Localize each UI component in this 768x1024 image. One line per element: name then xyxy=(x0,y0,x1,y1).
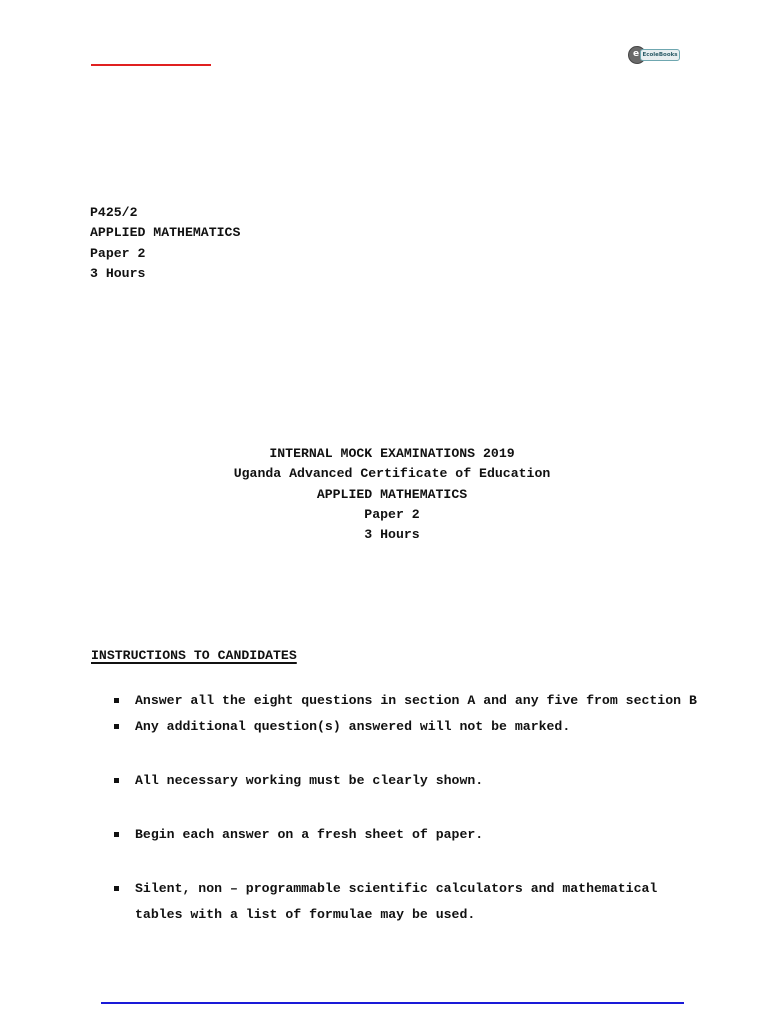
exam-duration: 3 Hours xyxy=(90,265,146,281)
bullet-icon xyxy=(114,886,119,891)
exam-title: INTERNAL MOCK EXAMINATIONS 2019 xyxy=(269,446,515,461)
certificate-name: Uganda Advanced Certificate of Education xyxy=(233,466,551,482)
bottom-blue-rule xyxy=(101,1002,684,1004)
top-red-rule xyxy=(91,64,211,66)
exam-header xyxy=(90,203,240,284)
ecolebooks-logo-icon: e EcoleBooks xyxy=(628,46,680,64)
bullet-icon xyxy=(114,724,119,729)
bullet-icon xyxy=(114,698,119,703)
paper-number: Paper 2 xyxy=(90,245,146,261)
bullet-icon xyxy=(114,832,119,837)
instructions-heading: INSTRUCTIONS TO CANDIDATES xyxy=(91,648,297,663)
title-subject: APPLIED MATHEMATICS xyxy=(316,486,468,502)
list-item: Any additional question(s) answered will not be marked. xyxy=(110,714,710,740)
instructions-list xyxy=(110,688,710,928)
list-item: All necessary working must be clearly shown. xyxy=(110,768,710,794)
paper-code: P425/2 xyxy=(90,205,138,220)
list-item: Answer all the eight questions in section A and any five from section B xyxy=(110,688,710,714)
title-paper: Paper 2 xyxy=(364,506,420,522)
list-item: Silent, non – programmable scientific calculators and mathematical tables with a list of formulae may be used. xyxy=(110,876,710,928)
bullet-icon xyxy=(114,778,119,783)
subject-name: APPLIED MATHEMATICS xyxy=(90,225,241,241)
title-duration: 3 Hours xyxy=(364,527,420,543)
exam-title-block xyxy=(0,444,768,545)
list-item: Begin each answer on a fresh sheet of paper. xyxy=(110,822,710,848)
